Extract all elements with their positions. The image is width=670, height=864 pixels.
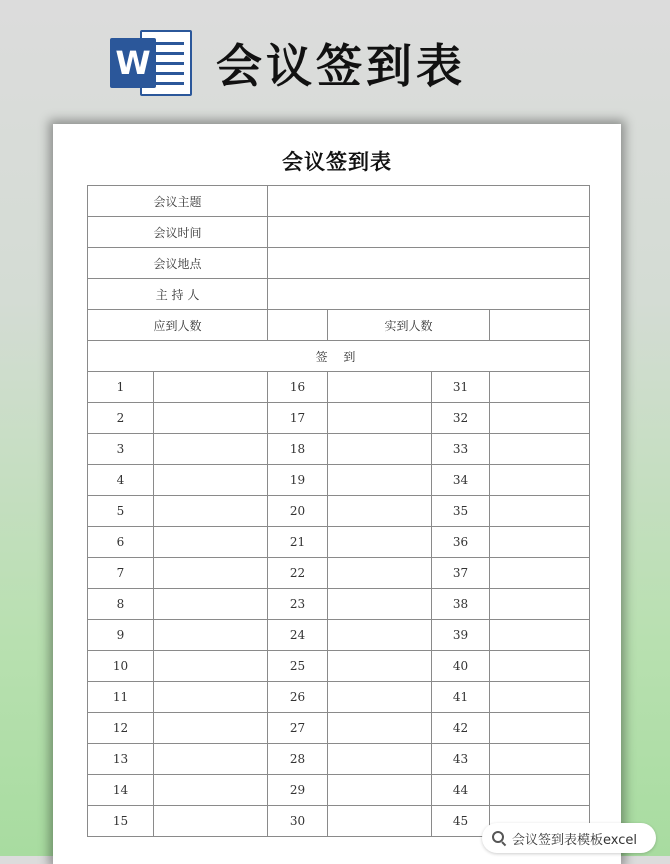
signature-cell [328, 465, 432, 496]
sign-number: 14 [88, 775, 154, 806]
sign-row [88, 465, 590, 496]
sign-number: 43 [432, 744, 490, 775]
sign-number: 30 [268, 806, 328, 837]
sign-number: 41 [432, 682, 490, 713]
sign-number: 23 [268, 589, 328, 620]
signature-cell [490, 713, 590, 744]
signature-cell [490, 589, 590, 620]
word-logo-icon [110, 26, 196, 100]
actual-count-value [490, 310, 590, 341]
info-value [268, 279, 590, 310]
signature-cell [490, 434, 590, 465]
signature-cell [154, 713, 268, 744]
sign-number: 18 [268, 434, 328, 465]
sign-number: 20 [268, 496, 328, 527]
info-value [268, 217, 590, 248]
signature-cell [328, 620, 432, 651]
sign-number: 36 [432, 527, 490, 558]
info-label: 会议时间 [88, 217, 268, 248]
sign-number: 15 [88, 806, 154, 837]
signature-cell [490, 775, 590, 806]
sign-section-title: 签 到 [88, 341, 590, 372]
info-row [88, 248, 590, 279]
signature-cell [490, 744, 590, 775]
search-pill[interactable] [482, 823, 656, 853]
page-header [110, 24, 466, 102]
word-logo-letter: W [110, 38, 156, 88]
signature-cell [328, 589, 432, 620]
info-value [268, 186, 590, 217]
sign-number: 33 [432, 434, 490, 465]
signature-cell [328, 806, 432, 837]
signature-cell [154, 403, 268, 434]
search-icon [492, 831, 506, 845]
sign-number: 4 [88, 465, 154, 496]
sign-number: 12 [88, 713, 154, 744]
signature-cell [328, 372, 432, 403]
actual-count-label: 实到人数 [328, 310, 490, 341]
sign-rows [88, 372, 590, 837]
signature-cell [328, 651, 432, 682]
info-row [88, 217, 590, 248]
sign-number: 38 [432, 589, 490, 620]
signature-cell [328, 744, 432, 775]
sign-number: 19 [268, 465, 328, 496]
sign-row [88, 403, 590, 434]
signature-cell [328, 682, 432, 713]
sign-number: 40 [432, 651, 490, 682]
sign-number: 34 [432, 465, 490, 496]
signature-cell [490, 372, 590, 403]
signature-cell [490, 682, 590, 713]
sign-row [88, 651, 590, 682]
signature-cell [154, 620, 268, 651]
signature-cell [154, 558, 268, 589]
sign-number: 13 [88, 744, 154, 775]
sign-number: 37 [432, 558, 490, 589]
sign-number: 11 [88, 682, 154, 713]
signature-cell [154, 372, 268, 403]
sign-row [88, 713, 590, 744]
signature-cell [154, 465, 268, 496]
sign-number: 31 [432, 372, 490, 403]
expected-count-value [268, 310, 328, 341]
sign-number: 9 [88, 620, 154, 651]
signature-cell [328, 496, 432, 527]
sign-number: 45 [432, 806, 490, 837]
signature-cell [328, 403, 432, 434]
header-title: 会议签到表 [216, 39, 466, 93]
attendance-row [88, 310, 590, 341]
sign-row [88, 496, 590, 527]
sign-number: 22 [268, 558, 328, 589]
sign-row [88, 589, 590, 620]
signature-cell [154, 682, 268, 713]
sign-number: 8 [88, 589, 154, 620]
document-page [53, 124, 621, 864]
sign-number: 17 [268, 403, 328, 434]
info-row [88, 186, 590, 217]
info-value [268, 248, 590, 279]
sign-number: 16 [268, 372, 328, 403]
sign-number: 3 [88, 434, 154, 465]
signature-cell [328, 558, 432, 589]
sign-number: 5 [88, 496, 154, 527]
sign-section-row [88, 341, 590, 372]
sign-number: 32 [432, 403, 490, 434]
sign-row [88, 682, 590, 713]
sign-row [88, 775, 590, 806]
sign-number: 28 [268, 744, 328, 775]
signature-cell [154, 775, 268, 806]
sign-number: 6 [88, 527, 154, 558]
signature-cell [154, 496, 268, 527]
signature-cell [490, 496, 590, 527]
signature-cell [154, 589, 268, 620]
sign-row [88, 744, 590, 775]
sign-number: 7 [88, 558, 154, 589]
search-text: 会议签到表模板excel [512, 832, 637, 848]
info-row [88, 279, 590, 310]
sign-row [88, 434, 590, 465]
sign-number: 39 [432, 620, 490, 651]
sign-number: 29 [268, 775, 328, 806]
signature-cell [154, 527, 268, 558]
sign-number: 25 [268, 651, 328, 682]
signature-cell [154, 806, 268, 837]
expected-count-label: 应到人数 [88, 310, 268, 341]
sign-number: 24 [268, 620, 328, 651]
signature-cell [154, 744, 268, 775]
sign-number: 2 [88, 403, 154, 434]
signature-cell [328, 713, 432, 744]
signature-cell [490, 558, 590, 589]
signature-cell [490, 527, 590, 558]
sign-number: 27 [268, 713, 328, 744]
signature-cell [490, 465, 590, 496]
sign-in-table [87, 185, 590, 837]
document-title: 会议签到表 [282, 150, 392, 174]
sign-number: 1 [88, 372, 154, 403]
sign-number: 21 [268, 527, 328, 558]
info-label: 会议主题 [88, 186, 268, 217]
sign-number: 44 [432, 775, 490, 806]
signature-cell [154, 434, 268, 465]
signature-cell [328, 527, 432, 558]
sign-number: 35 [432, 496, 490, 527]
signature-cell [490, 651, 590, 682]
sign-number: 10 [88, 651, 154, 682]
info-label: 会议地点 [88, 248, 268, 279]
signature-cell [328, 434, 432, 465]
sign-row [88, 558, 590, 589]
sign-number: 26 [268, 682, 328, 713]
sign-row [88, 527, 590, 558]
signature-cell [154, 651, 268, 682]
signature-cell [328, 775, 432, 806]
sign-row [88, 372, 590, 403]
signature-cell [490, 620, 590, 651]
sign-number: 42 [432, 713, 490, 744]
info-label: 主 持 人 [88, 279, 268, 310]
signature-cell [490, 403, 590, 434]
sign-row [88, 620, 590, 651]
